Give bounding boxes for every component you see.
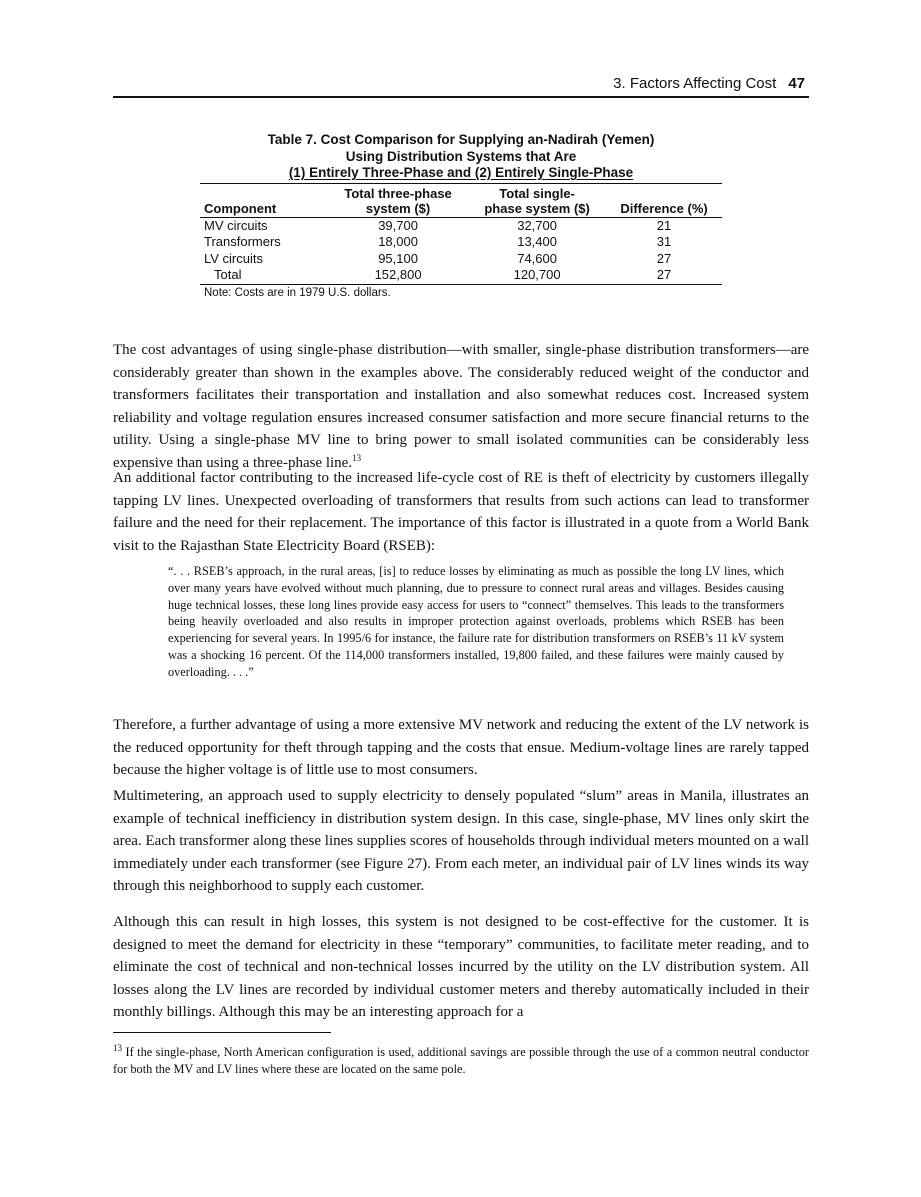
cell-three-phase: 95,100 [378, 250, 418, 266]
column-header-three-phase-line-2: system ($) [365, 200, 431, 216]
table-title-line-3: (1) Entirely Three-Phase and (2) Entirely Single-Phase [288, 165, 634, 180]
table-total-row [200, 267, 722, 284]
cell-three-phase: 18,000 [378, 234, 418, 249]
table-title-line-2: Using Distribution Systems that Are [345, 148, 577, 164]
cell-three-phase: 39,700 [378, 217, 418, 233]
table-row [200, 234, 722, 251]
table-note: Note: Costs are in 1979 U.S. dollars. [204, 286, 391, 299]
footnote-reference: 13 [352, 452, 362, 463]
paragraph-text: The cost advantages of using single-phase distribution—with smaller, single-phase distribution transformers—are considerably greater than shown in the examples above. The considerably reduced weight of the conductor and transformers facilitates their transportation and installation and also somewhat reduces cost. Increased system reliability and voltage regulation ensures increased consumer satisfaction and more secure financial returns to the utility. Using a single-phase MV line to bring power to small isolated communities can be considerably less expensive than using a three-phase line. [113, 342, 809, 471]
paragraph-single-phase-advantages [113, 339, 809, 474]
block-quote-rseb: “. . . RSEB’s approach, in the rural areas, [is] to reduce losses by eliminating as much as possible the long LV lines, which over many years have evolved without much planning, due to pressure to connect rural areas and villages. Besides causing huge technical losses, these long lines provide easy access for users to “connect” themselves. This leads to the transformers being heavily overloaded and also results in improper protection against overloads, problems which RSEB has been experiencing for several years. In 1995/6 for instance, the failure rate for distribution transformers on RSEB’s 11 kV system was a shocking 16 percent. Of the 114,000 transformers installed, 19,800 failed, and these failures were mainly caused by overloading. . . .” [168, 564, 784, 679]
cell-difference: 31 [656, 234, 672, 249]
cell-single-phase: 32,700 [517, 217, 557, 233]
column-header-single-phase [468, 183, 606, 217]
chapter-title: 3. Factors Affecting Cost [613, 75, 777, 92]
cell-component: Total [200, 267, 328, 284]
running-header [113, 72, 809, 98]
running-header-text [613, 75, 805, 92]
footnote-text: If the single-phase, North American configuration is used, additional savings are possible through the use of a common neutral conductor for both the MV and LV lines where these are located on the same pole. [113, 1045, 810, 1076]
table-title-line-1: Table 7. Cost Comparison for Supplying an-Nadirah (Yemen) [267, 132, 655, 147]
cell-single-phase: 13,400 [517, 234, 557, 249]
table-header-row [200, 183, 722, 217]
cost-comparison-table-block [200, 132, 722, 301]
paragraph-mv-network: Therefore, a further advantage of using a more extensive MV network and reducing the extent of the LV network is the reduced opportunity for theft through tapping and the costs that ensue. Medium-voltage lines are rarely tapped because the higher voltage is of little use to most consumers. [113, 717, 809, 778]
table-row [200, 251, 722, 268]
cell-single-phase: 74,600 [517, 250, 557, 266]
column-header-difference: Difference (%) [620, 200, 708, 216]
cell-component: Transformers [204, 234, 281, 249]
cell-component: LV circuits [204, 250, 263, 266]
cell-difference: 27 [656, 250, 672, 266]
cell-three-phase: 152,800 [328, 267, 468, 284]
cell-single-phase: 120,700 [468, 267, 606, 284]
paragraph-losses: Although this can result in high losses, this system is not designed to be cost-effective for the customer. It is designed to meet the demand for electricity in these “temporary” communities, to facilitate meter reading, and to eliminate the cost of technical and non-technical losses incurred by the utility on the LV distribution system. All losses along the LV lines are recorded by individual customer meters and thereby automatically included in their monthly billings. Although this may be an interesting approach for a [113, 914, 809, 1020]
footnote-mark: 13 [113, 1042, 122, 1053]
column-header-three-phase [328, 183, 468, 217]
footnote [113, 1044, 809, 1078]
cell-component: MV circuits [204, 217, 268, 233]
paragraph-multimetering: Multimetering, an approach used to supply electricity to densely populated “slum” areas in Manila, illustrates an example of technical inefficiency in distribution system design. In this case, single-phase, MV lines only skirt the area. Each transformer along these lines supplies scores of households through individual meters mounted on a wall immediately under each transformer (see Figure 27). From each meter, an individual pair of LV lines winds its way through this neighborhood to supply each customer. [113, 788, 809, 894]
cost-comparison-table [200, 183, 722, 285]
page-number: 47 [788, 75, 805, 92]
footnote-divider [113, 1032, 331, 1033]
paragraph-electricity-theft: An additional factor contributing to the increased life-cycle cost of RE is theft of electricity by customers illegally tapping LV lines. Unexpected overloading of transformers that results from such actions can lead to transformer failure and the need for their replacement. The importance of this factor is illustrated in a quote from a World Bank visit to the Rajasthan State Electricity Board (RSEB): [113, 470, 809, 554]
table-title [200, 132, 722, 182]
column-header-single-phase-line-2: phase system ($) [484, 200, 590, 216]
table-row [200, 217, 722, 234]
cell-difference: 27 [606, 267, 722, 284]
column-header-single-phase-line-1: Total single- [499, 185, 575, 201]
column-header-three-phase-line-1: Total three-phase [344, 185, 452, 201]
cell-difference: 21 [656, 217, 672, 233]
column-header-component: Component [204, 200, 277, 216]
